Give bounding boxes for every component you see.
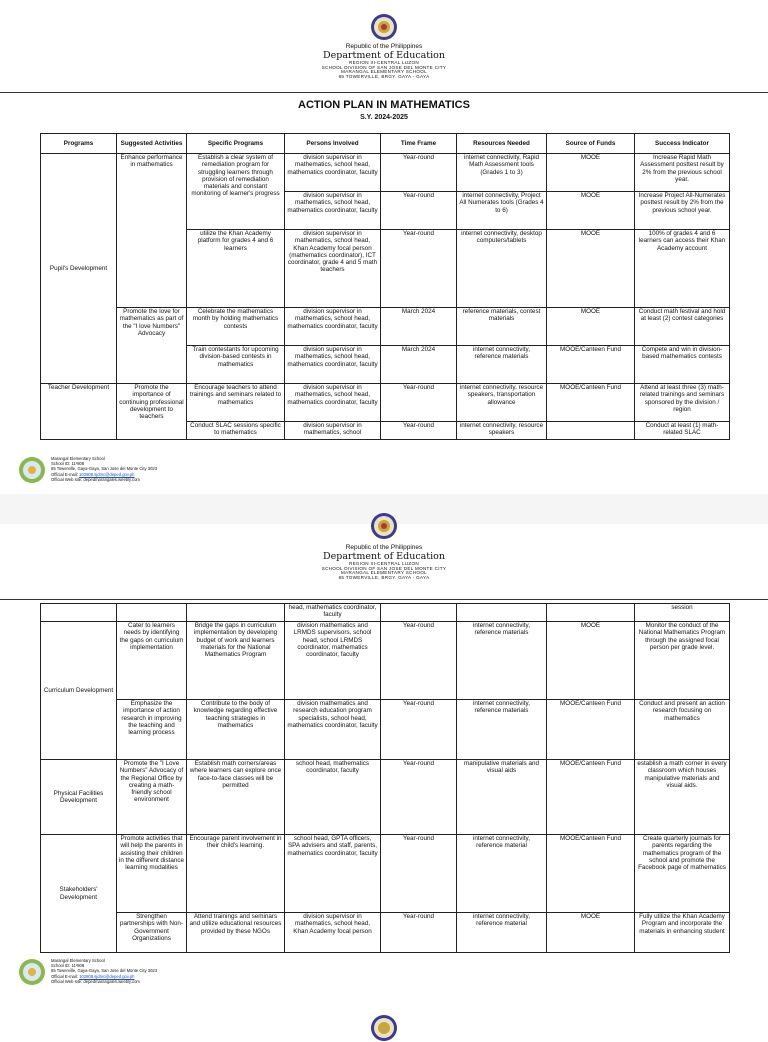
persons-cell: division supervisor in mathematics, school head, mathematics coordinator, faculty: [285, 384, 381, 422]
activity-cell: Promote the importance of continuing professional development to teachers: [117, 384, 187, 440]
table-row: [41, 835, 730, 913]
resources-cell: internet connectivity, desktop computers/tablets: [457, 230, 547, 308]
funds-cell: MOOE: [547, 308, 635, 346]
indicator-cell: 100% of grades 4 and 6 learners can access their Khan Academy account: [635, 230, 730, 308]
funds-cell: MOOE: [547, 622, 635, 700]
specific-program-cell: Encourage teachers to attend trainings and seminars related to mathematics: [187, 384, 285, 422]
indicator-cell: Fully utilize the Khan Academy Program and incorporate the materials in enhancing student: [635, 913, 730, 953]
indicator-cell: session: [635, 604, 730, 622]
resources-cell: internet connectivity, reference materials: [457, 700, 547, 760]
indicator-cell: Create quarterly journals for parents regarding the mathematics program of the school and promote the Facebook page of mathematics: [635, 835, 730, 913]
specific-program-cell: Bridge the gaps in curriculum implementation by developing budget of work and learners materials for the National Mathematics Program: [187, 622, 285, 700]
indicator-cell: Compete and win in division-based mathematics contests: [635, 346, 730, 384]
activity-cell: Enhance performance in mathematics: [117, 154, 187, 308]
resources-cell: internet connectivity, reference materials: [457, 622, 547, 700]
activity-cell: Promote activities that will help the parents in assisting their children in the different distance learning modalities: [117, 835, 187, 913]
persons-cell: division mathematics and LRMDS supervisors, school head, school LRMDS coordinator, mathematics coordinator, faculty: [285, 622, 381, 700]
footer-contact: [51, 456, 157, 482]
program-cell: Stakeholders' Development: [41, 835, 117, 953]
program-cell: Pupil's Development: [41, 154, 117, 384]
timeframe-cell: Year-round: [381, 913, 457, 953]
division-text: SCHOOL DIVISION OF SAN JOSE DEL MONTE CITY: [321, 565, 447, 571]
footer-school-id: School ID: 11²808: [51, 461, 85, 467]
school-text: MARANGAL ELEMENTARY SCHOOL: [341, 570, 427, 576]
persons-cell: school head, mathematics coordinator, faculty: [285, 760, 381, 835]
persons-cell: division supervisor in mathematics, school head, mathematics coordinator, faculty: [285, 192, 381, 230]
timeframe-cell: Year-round: [381, 422, 457, 440]
resources-cell: internet connectivity, resource speakers: [457, 422, 547, 440]
timeframe-cell: Year-round: [381, 154, 457, 192]
footer-address: 65 Towerville, Gaya-Gaya, San Jose del Monte City 3023: [51, 466, 158, 472]
persons-cell: division supervisor in mathematics, school head, Khan Academy focal person (mathematics coordinator), ICT coordinator, grade 4 and 5 math teachers: [285, 230, 381, 308]
funds-cell: MOOE/Canteen Fund: [547, 835, 635, 913]
letterhead-divider: [0, 599, 768, 600]
header-persons-involved: Persons Involved: [285, 134, 381, 154]
resources-cell: internet connectivity, Rapid Math Assessment tools (Grades 1 to 3): [457, 154, 547, 192]
school-year: S.Y. 2024-2025: [360, 114, 408, 121]
timeframe-cell: Year-round: [381, 622, 457, 700]
header-source-of-funds: Source of Funds: [547, 134, 635, 154]
indicator-cell: Increase Project All-Numerates posttest result by 2% from the previous school year.: [635, 192, 730, 230]
deped-seal-icon: [370, 1014, 398, 1042]
action-plan-table-page-1: [40, 133, 730, 440]
header-row: [41, 134, 730, 154]
header-resources-needed: Resources Needed: [457, 134, 547, 154]
republic-text: Republic of the Philippines: [345, 544, 423, 551]
specific-program-cell: Attend trainings and seminars and utilize educational resources provided by these NGOs: [187, 913, 285, 953]
deped-seal-icon: [370, 13, 398, 41]
indicator-cell: Conduct math festival and hold at least (2) contest categories: [635, 308, 730, 346]
timeframe-cell: Year-round: [381, 700, 457, 760]
indicator-cell: Increase Rapid Math Assessment posttest result by 2% from the previous school year.: [635, 154, 730, 192]
funds-cell: MOOE: [547, 230, 635, 308]
persons-cell: head, mathematics coordinator, faculty: [285, 604, 381, 622]
specific-program-cell: Conduct SLAC sessions specific to mathematics: [187, 422, 285, 440]
footer-website: Official Web site: depedmarangales.weebly.com: [51, 978, 140, 984]
school-logo-icon: [18, 456, 46, 484]
action-plan-table-page-2: [40, 603, 730, 953]
timeframe-cell: Year-round: [381, 230, 457, 308]
persons-cell: division supervisor in mathematics, school head, Khan Academy focal person: [285, 913, 381, 953]
timeframe-cell: [381, 604, 457, 622]
resources-cell: manipulative materials and visual aids: [457, 760, 547, 835]
footer-email-label: Official E-mail:: [51, 471, 80, 477]
table-row: [41, 760, 730, 835]
specific-program-cell: Establish math corners/areas where learners can explore once face-to-face classes will be permitted: [187, 760, 285, 835]
footer-email-label: Official E-mail:: [51, 973, 80, 979]
specific-program-cell: [187, 604, 285, 622]
region-text: REGION III-CENTRAL LUZON: [348, 59, 420, 65]
indicator-cell: establish a math corner in every classroom which houses manipulative materials and visual aids.: [635, 760, 730, 835]
school-logo-icon: [18, 958, 46, 986]
activity-cell: Promote the love for mathematics as part of the "I love Numbers" Advocacy: [117, 308, 187, 384]
specific-program-cell: Encourage parent involvement in their child's learning.: [187, 835, 285, 913]
persons-cell: school head, GPTA officers, SPA advisers and staff, parents, mathematics coordinator, faculty: [285, 835, 381, 913]
funds-cell: MOOE: [547, 913, 635, 953]
table-row: [41, 384, 730, 422]
footer-contact: [51, 958, 157, 984]
funds-cell: MOOE/Canteen Fund: [547, 384, 635, 422]
letterhead: [0, 545, 768, 581]
persons-cell: division supervisor in mathematics, school head, mathematics coordinator, faculty: [285, 346, 381, 384]
footer-email-link[interactable]: 102808.sjdmc@deped.gov.ph: [79, 471, 135, 477]
indicator-cell: Monitor the conduct of the National Mathematics Program through the assigned focal person per grade level.: [635, 622, 730, 700]
program-cell: Teacher Development: [41, 384, 117, 440]
activity-cell: Promote the "I Love Numbers" Advocacy of the Regional Office by creating a math-friendly school environment: [117, 760, 187, 835]
program-cell: Curriculum Development: [41, 622, 117, 760]
footer-school-id: School ID: 11²808: [51, 963, 85, 969]
specific-program-cell: Celebrate the mathematics month by holding mathematics contests: [187, 308, 285, 346]
footer-website: Official Web site: depedmarangales.weebly.com: [51, 476, 140, 482]
activity-cell: [117, 604, 187, 622]
funds-cell: MOOE: [547, 192, 635, 230]
deped-seal-icon: [370, 512, 398, 540]
header-specific-programs: Specific Programs: [187, 134, 285, 154]
letterhead: [0, 44, 768, 80]
activity-cell: Strengthen partnerships with Non-Government Organizations: [117, 913, 187, 953]
resources-cell: reference materials, contest materials: [457, 308, 547, 346]
department-text: Department of Education: [323, 550, 445, 562]
indicator-cell: Conduct at least (1) math-related SLAC: [635, 422, 730, 440]
program-cell: Physical Facilities Development: [41, 760, 117, 835]
program-cell: [41, 604, 117, 622]
persons-cell: division supervisor in mathematics, school head, mathematics coordinator, faculty: [285, 308, 381, 346]
funds-cell: MOOE/Canteen Fund: [547, 700, 635, 760]
timeframe-cell: Year-round: [381, 835, 457, 913]
funds-cell: MOOE/Canteen Fund: [547, 760, 635, 835]
persons-cell: division supervisor in mathematics, school head, mathematics coordinator, faculty: [285, 154, 381, 192]
letterhead-divider: [0, 92, 768, 93]
timeframe-cell: March 2024: [381, 346, 457, 384]
footer-school: Marangal Elementary School: [51, 958, 105, 963]
resources-cell: internet connectivity, resource speakers, transportation allowance: [457, 384, 547, 422]
table-row: [41, 700, 730, 760]
timeframe-cell: Year-round: [381, 384, 457, 422]
table-row: [41, 154, 730, 192]
school-text: MARANGAL ELEMENTARY SCHOOL: [341, 69, 427, 75]
funds-cell: [547, 604, 635, 622]
specific-program-cell: Establish a clear system of remediation program for struggling learners through provision of remediation materials and constant monitoring of learner's progress: [187, 154, 285, 230]
header-success-indicator: Success Indicator: [635, 134, 730, 154]
document-title: ACTION PLAN IN MATHEMATICS: [298, 99, 470, 111]
header-suggested-activities: Suggested Activities: [117, 134, 187, 154]
funds-cell: [547, 422, 635, 440]
persons-cell: division supervisor in mathematics, school: [285, 422, 381, 440]
table-row: [41, 308, 730, 346]
resources-cell: internet connectivity, reference material: [457, 913, 547, 953]
footer-address: 65 Towerville, Gaya-Gaya, San Jose del Monte City 3023: [51, 968, 158, 974]
timeframe-cell: Year-round: [381, 192, 457, 230]
resources-cell: internet connectivity, Project All Numerates tools (Grades 4 to 6): [457, 192, 547, 230]
table-row: [41, 622, 730, 700]
address-text: 65 TOWERVILLE, BRGY. GAYA - GAYA: [338, 74, 430, 80]
timeframe-cell: Year-round: [381, 760, 457, 835]
indicator-cell: Attend at least three (3) math-related trainings and seminars sponsored by the division / region: [635, 384, 730, 422]
footer-school: Marangal Elementary School: [51, 456, 105, 461]
header-programs: Programs: [41, 134, 117, 154]
timeframe-cell: March 2024: [381, 308, 457, 346]
funds-cell: MOOE/Canteen Fund: [547, 346, 635, 384]
persons-cell: division mathematics and research education program specialists, school head, mathematics coordinator, faculty: [285, 700, 381, 760]
resources-cell: [457, 604, 547, 622]
activity-cell: Cater to learners needs by identifying the gaps on curriculum implementation: [117, 622, 187, 700]
division-text: SCHOOL DIVISION OF SAN JOSE DEL MONTE CITY: [321, 64, 447, 70]
department-text: Department of Education: [323, 49, 445, 61]
address-text: 65 TOWERVILLE, BRGY. GAYA - GAYA: [338, 575, 430, 581]
funds-cell: MOOE: [547, 154, 635, 192]
footer-email-link[interactable]: 102808.sjdmc@deped.gov.ph: [79, 973, 135, 979]
resources-cell: internet connectivity, reference material: [457, 835, 547, 913]
republic-text: Republic of the Philippines: [345, 43, 423, 50]
specific-program-cell: Contribute to the body of knowledge regarding effective teaching strategies in mathematics: [187, 700, 285, 760]
specific-program-cell: Train contestants for upcoming division-based contests in mathematics: [187, 346, 285, 384]
table-row: [41, 604, 730, 622]
resources-cell: internet connectivity, reference materials: [457, 346, 547, 384]
activity-cell: Emphasize the importance of action research in improving the teaching and learning process: [117, 700, 187, 760]
table-row: [41, 913, 730, 953]
header-time-frame: Time Frame: [381, 134, 457, 154]
indicator-cell: Conduct and present an action research focusing on mathematics: [635, 700, 730, 760]
region-text: REGION III-CENTRAL LUZON: [348, 560, 420, 566]
specific-program-cell: utilize the Khan Academy platform for grades 4 and 6 learners: [187, 230, 285, 308]
